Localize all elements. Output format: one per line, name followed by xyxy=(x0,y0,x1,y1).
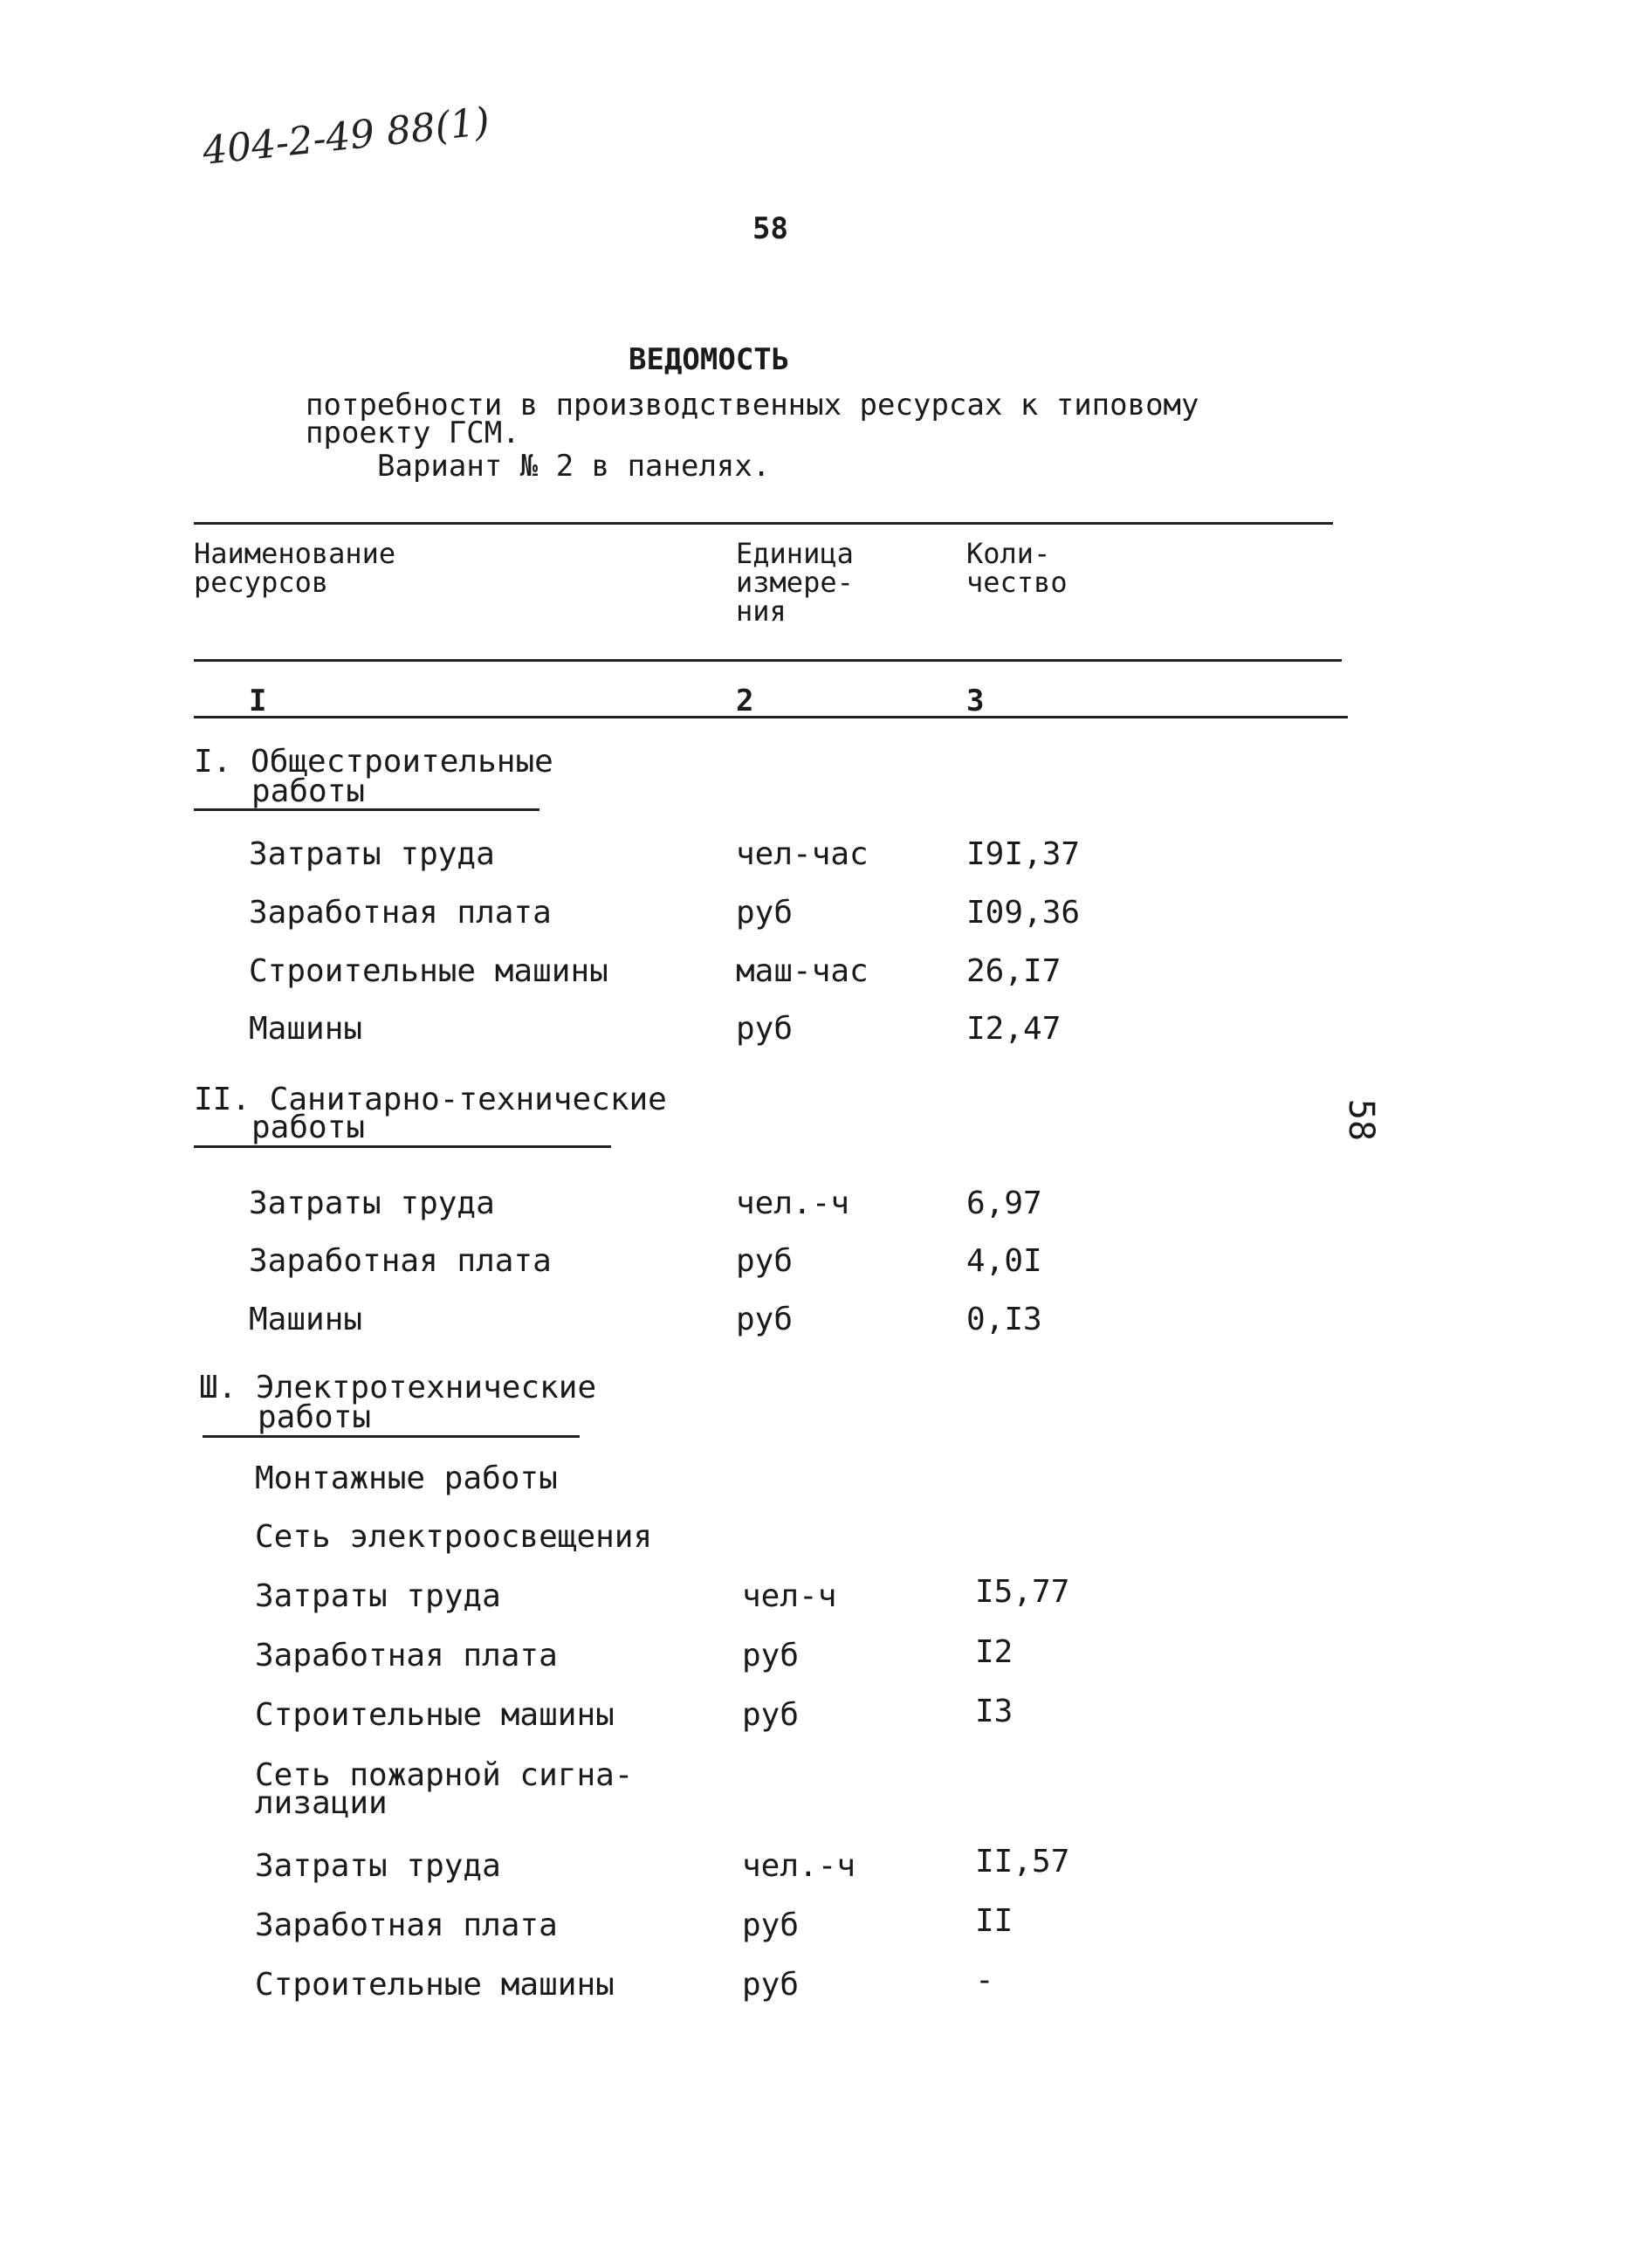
header-name-line-2: ресурсов xyxy=(194,566,329,599)
table-row-qty: II,57 xyxy=(975,1844,1070,1880)
handwritten-doc-code: 404-2-49 88(1) xyxy=(200,99,492,174)
section-2-title-line-1: II. Санитарно-технические xyxy=(194,1082,667,1117)
table-row-unit: руб xyxy=(742,1638,800,1674)
section-1-title-line-1: I. Общестроительные xyxy=(194,744,553,780)
margin-page-number: 58 xyxy=(1341,1098,1382,1142)
table-row-name: Затраты труда xyxy=(255,1848,501,1884)
table-row-qty: 0,I3 xyxy=(966,1302,1042,1337)
table-row-name: Заработная плата xyxy=(249,895,552,931)
table-row-qty: II xyxy=(975,1903,1013,1939)
header-unit-line-3: ния xyxy=(736,594,787,628)
section-3-title-line-1: Ш. Электротехнические xyxy=(199,1370,597,1405)
column-number-3: 3 xyxy=(966,684,985,718)
page-number: 58 xyxy=(752,211,788,246)
header-unit-line-2: измере- xyxy=(736,566,854,599)
table-row-name: Строительные машины xyxy=(249,953,608,989)
table-row-name: Машины xyxy=(249,1302,363,1337)
header-qty-line-2: чество xyxy=(966,566,1068,599)
section-1-title-line-2: работы xyxy=(251,773,366,809)
table-row-name: Затраты труда xyxy=(249,836,495,872)
table-row-name: Заработная плата xyxy=(255,1638,558,1674)
section-1-underline xyxy=(194,808,539,811)
table-row-name: Заработная плата xyxy=(255,1907,558,1943)
table-row-unit: руб xyxy=(736,895,794,931)
table-row-name: Затраты труда xyxy=(255,1578,501,1614)
section-3-underline xyxy=(203,1435,580,1438)
table-row-name: Строительные машины xyxy=(255,1697,615,1733)
table-row-unit: чел.-ч xyxy=(742,1848,856,1884)
table-row-qty: 26,I7 xyxy=(966,953,1062,989)
table-row-name: Заработная плата xyxy=(249,1243,552,1279)
table-row-unit: чел-час xyxy=(736,836,869,872)
table-row-qty: - xyxy=(975,1962,994,1998)
table-row-qty: 6,97 xyxy=(966,1186,1042,1221)
table-row-name: Монтажные работы xyxy=(255,1460,558,1496)
table-row-qty: I5,77 xyxy=(975,1574,1070,1610)
table-row-name: Строительные машины xyxy=(255,1967,615,2003)
table-row-name: Затраты труда xyxy=(249,1186,495,1221)
table-row-qty: I09,36 xyxy=(966,895,1081,931)
section-3-title-line-2: работы xyxy=(258,1399,372,1435)
header-qty-line-1: Коли- xyxy=(966,537,1051,570)
table-row-unit: руб xyxy=(742,1697,800,1733)
table-row-unit: руб xyxy=(736,1302,794,1337)
table-row-qty: I2,47 xyxy=(966,1011,1062,1047)
column-number-1: I xyxy=(249,684,267,718)
table-row-unit: чел-ч xyxy=(742,1578,837,1614)
header-bottom-rule xyxy=(194,659,1342,662)
column-numbers-rule xyxy=(194,716,1348,718)
table-row-qty: I9I,37 xyxy=(966,836,1081,872)
subtitle-line-2: проекту ГСМ. xyxy=(306,416,520,450)
subtitle-line-3: Вариант № 2 в панелях. xyxy=(377,449,771,484)
table-row-name: Сеть электроосвещения xyxy=(255,1519,653,1555)
table-row-qty: I2 xyxy=(975,1634,1013,1670)
table-row-name: Сеть пожарной сигна- лизации xyxy=(255,1757,634,1821)
section-2-title-line-2: работы xyxy=(251,1110,366,1145)
table-row-unit: руб xyxy=(736,1243,794,1279)
column-number-2: 2 xyxy=(736,684,754,718)
table-row-unit: руб xyxy=(742,1907,800,1943)
table-row-unit: руб xyxy=(742,1967,800,2003)
table-row-unit: маш-час xyxy=(736,953,869,989)
table-row-name: Машины xyxy=(249,1011,363,1047)
document-title: ВЕДОМОСТЬ xyxy=(629,342,790,377)
header-name-line-1: Наименование xyxy=(194,537,396,570)
table-row-unit: чел.-ч xyxy=(736,1186,850,1221)
table-top-rule xyxy=(194,522,1333,525)
subtitle-line-1: потребности в производственных ресурсах к типовому xyxy=(306,388,1199,423)
section-2-underline xyxy=(194,1145,611,1148)
header-unit-line-1: Единица xyxy=(736,537,854,570)
table-row-qty: I3 xyxy=(975,1694,1013,1729)
table-row-qty: 4,0I xyxy=(966,1243,1042,1279)
table-row-unit: руб xyxy=(736,1011,794,1047)
